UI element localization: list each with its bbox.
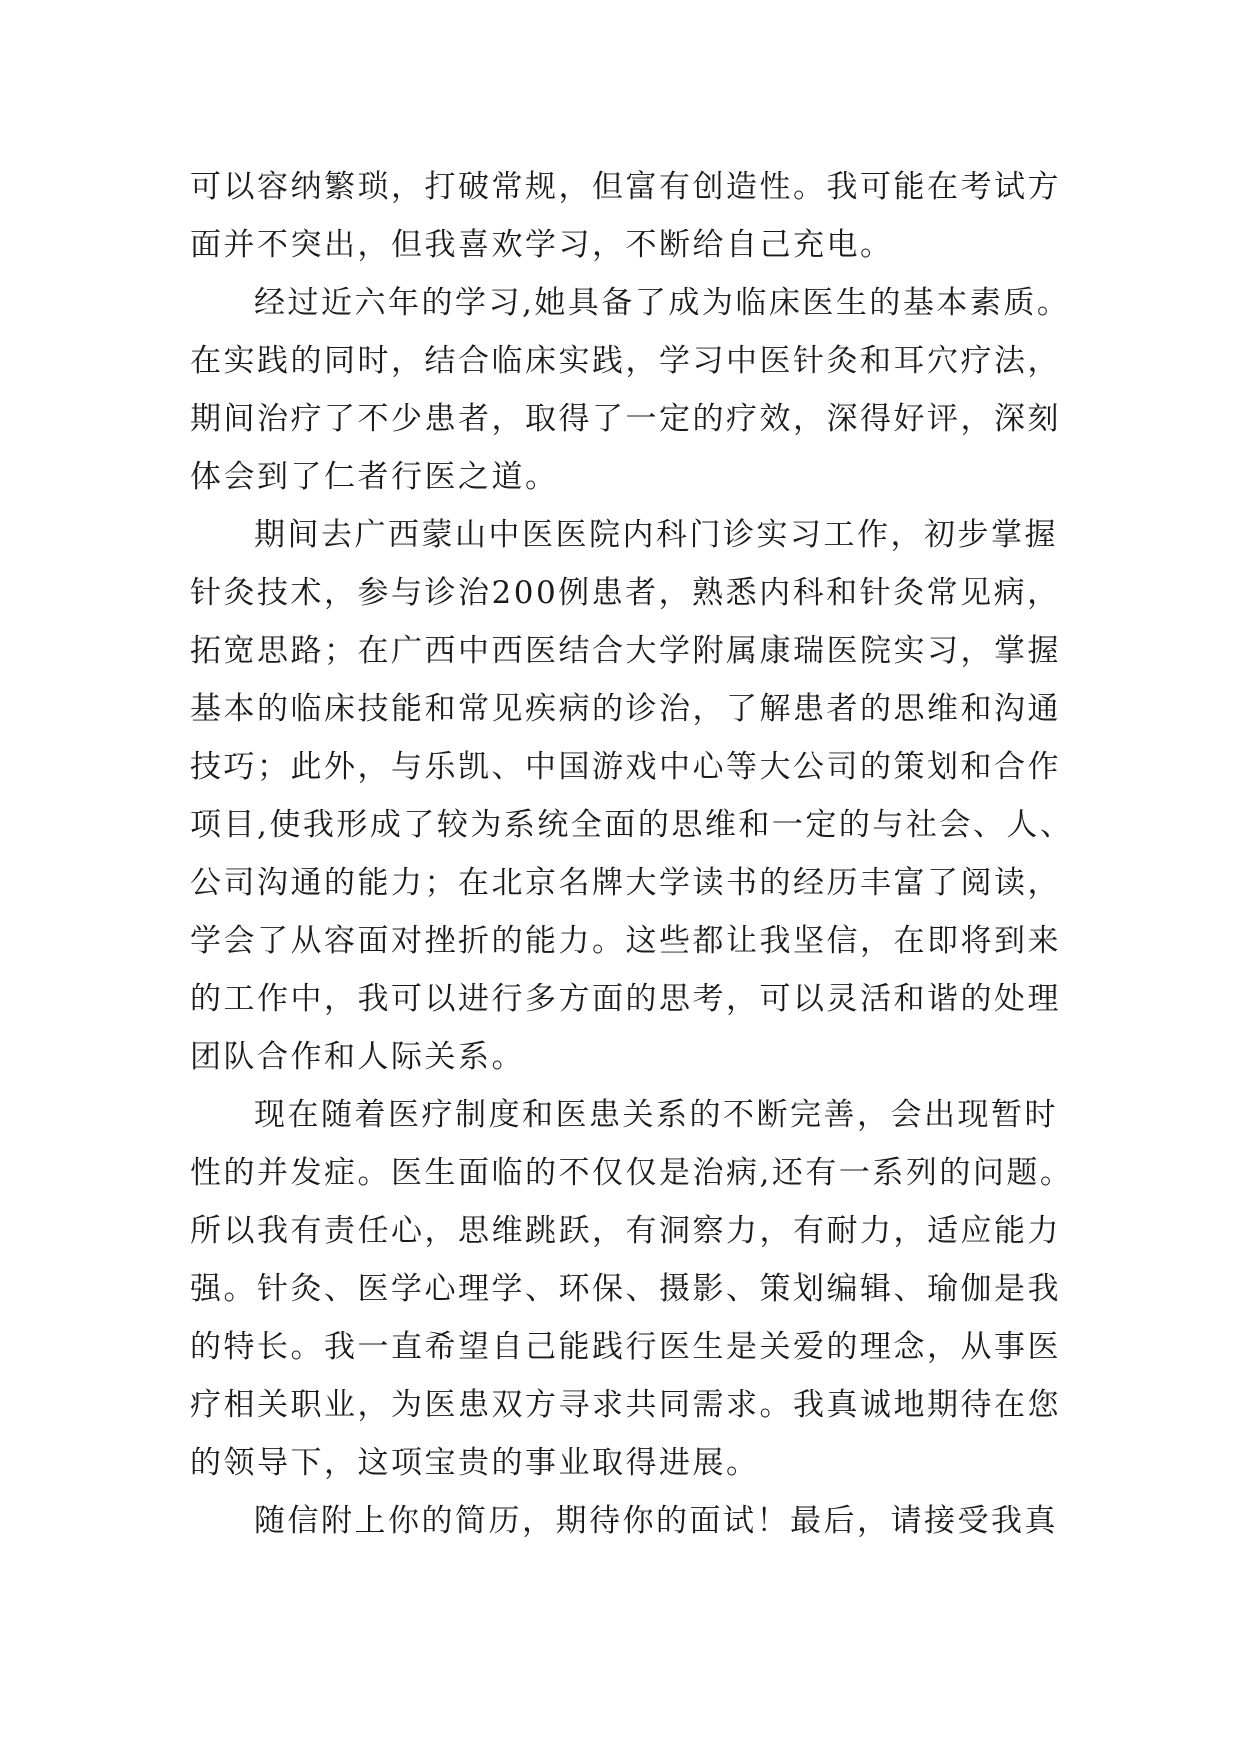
text-line: 学会了从容面对挫折的能力。这些都让我坚信，在即将到来: [190, 923, 1061, 959]
text-line: 面并不突出，但我喜欢学习，不断给自己充电。: [190, 227, 894, 263]
text-line: 技巧；此外，与乐凯、中国游戏中心等大公司的策划和合作: [190, 749, 1061, 785]
paragraph-first-line: 随信附上你的简历，期待你的面试！最后，请接受我真: [254, 1503, 1058, 1539]
text-line: 可以容纳繁琐，打破常规，但富有创造性。我可能在考试方: [190, 169, 1061, 205]
text-line: 团队合作和人际关系。: [190, 1039, 525, 1075]
text-line: 在实践的同时，结合临床实践，学习中医针灸和耳穴疗法，: [190, 343, 1061, 379]
document-body: [190, 158, 1074, 1550]
text-line: 项目,使我形成了较为系统全面的思维和一定的与社会、人、: [190, 807, 1074, 843]
text-line: 疗相关职业，为医患双方寻求共同需求。我真诚地期待在您: [190, 1387, 1061, 1423]
text-line: 体会到了仁者行医之道。: [190, 459, 559, 495]
text-line: 基本的临床技能和常见疾病的诊治，了解患者的思维和沟通: [190, 691, 1061, 727]
text-line: 强。针灸、医学心理学、环保、摄影、策划编辑、瑜伽是我: [190, 1271, 1061, 1307]
paragraph-first-line: 期间去广西蒙山中医医院内科门诊实习工作，初步掌握: [254, 517, 1058, 553]
paragraph-first-line: 经过近六年的学习,她具备了成为临床医生的基本素质。: [254, 285, 1071, 321]
text-line: 的领导下，这项宝贵的事业取得进展。: [190, 1445, 760, 1481]
paragraph-first-line: 现在随着医疗制度和医患关系的不断完善，会出现暂时: [254, 1097, 1058, 1133]
text-line: 拓宽思路；在广西中西医结合大学附属康瑞医院实习，掌握: [190, 633, 1061, 669]
text-line: 的工作中，我可以进行多方面的思考，可以灵活和谐的处理: [190, 981, 1061, 1017]
text-line: 期间治疗了不少患者，取得了一定的疗效，深得好评，深刻: [190, 401, 1061, 437]
text-line: 的特长。我一直希望自己能践行医生是关爱的理念，从事医: [190, 1329, 1061, 1365]
text-line: 性的并发症。医生面临的不仅仅是治病,还有一系列的问题。: [190, 1155, 1074, 1191]
text-line: 针灸技术，参与诊治200例患者，熟悉内科和针灸常见病，: [190, 575, 1061, 611]
text-line: 所以我有责任心，思维跳跃，有洞察力，有耐力，适应能力: [190, 1213, 1061, 1249]
text-line: 公司沟通的能力；在北京名牌大学读书的经历丰富了阅读，: [190, 865, 1061, 901]
